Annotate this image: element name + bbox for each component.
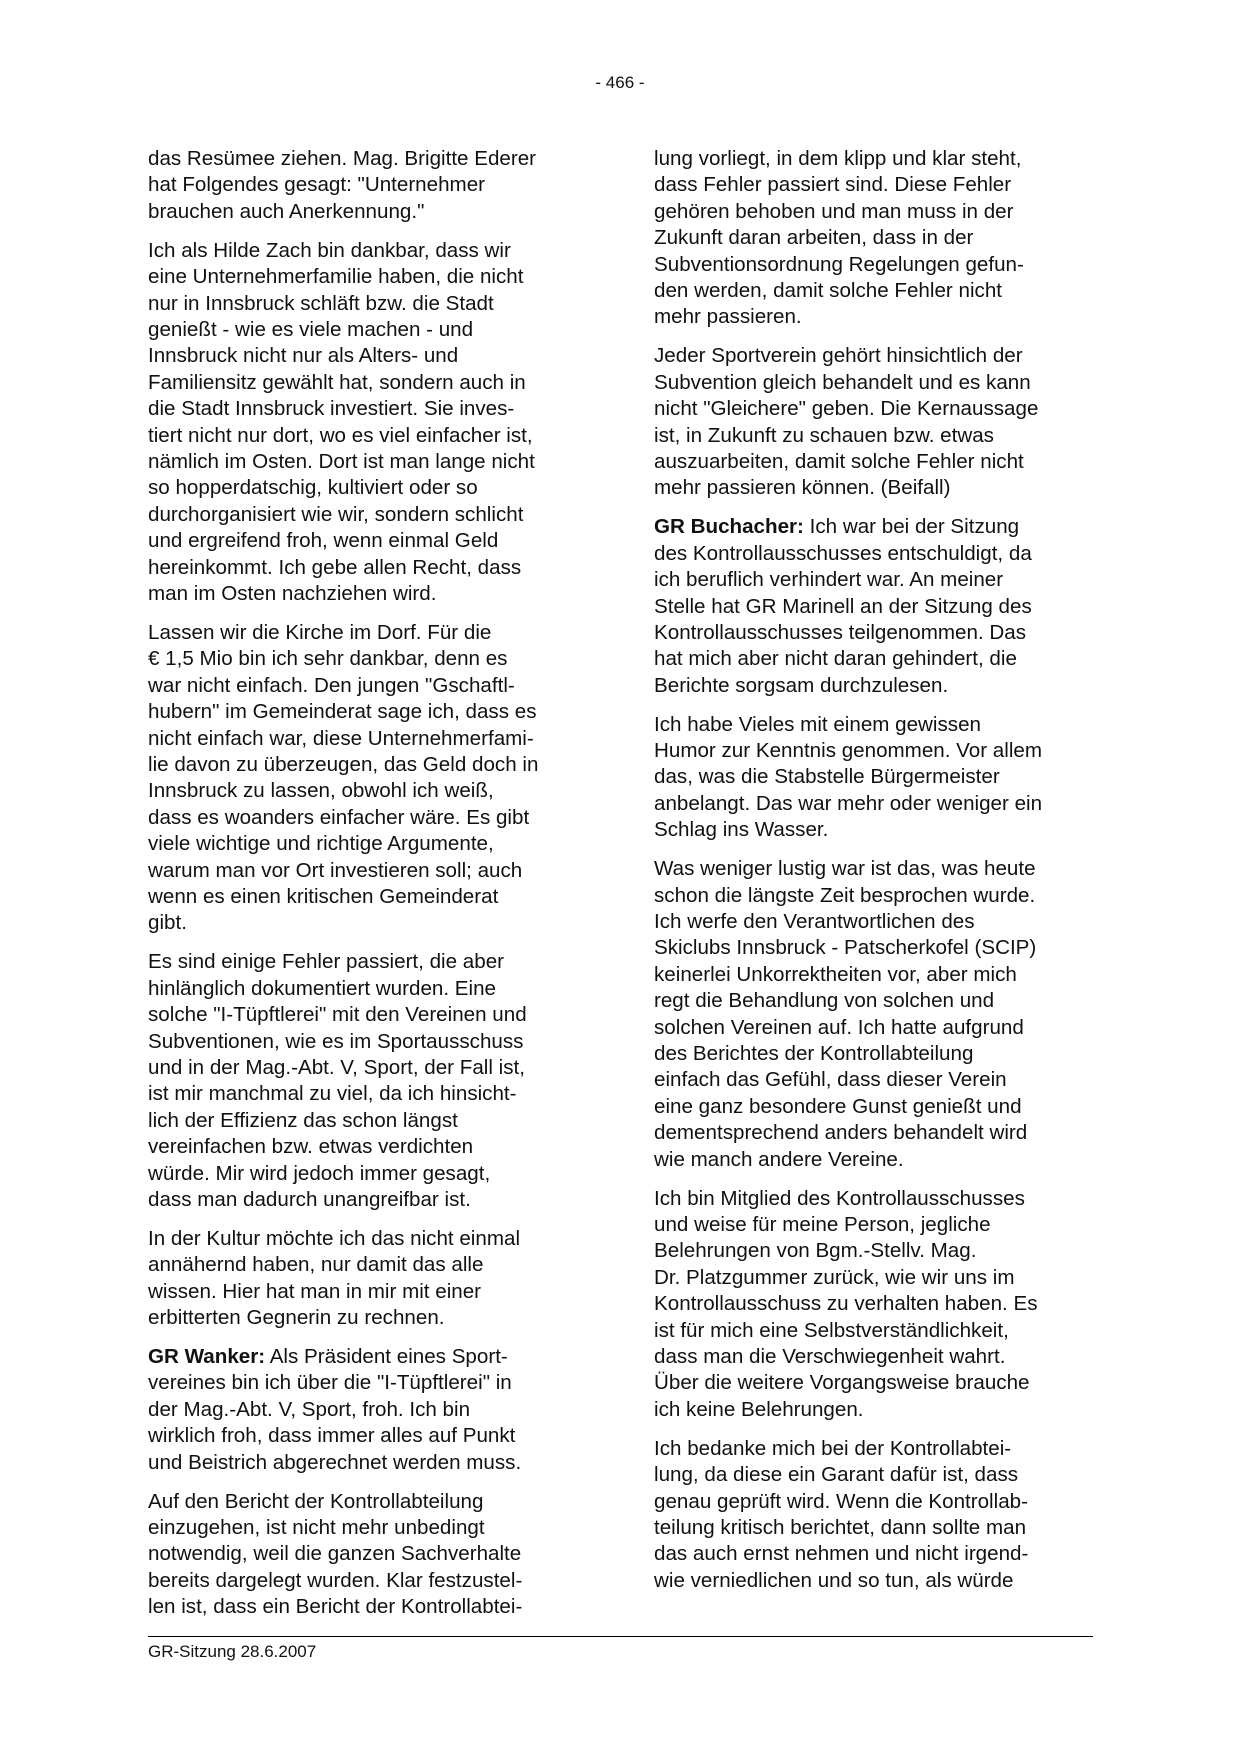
paragraph [148,949,588,1213]
text-line: Es sind einige Fehler passiert, die aber [148,950,505,974]
text-line: dementsprechend anders behandelt wird [654,1121,1028,1145]
text-line: nur in Innsbruck schläft bzw. die Stadt [148,291,494,315]
text-line: ich beruflich verhindert war. An meiner [654,568,1004,592]
paragraph [148,1344,588,1476]
text-line: einfach das Gefühl, dass dieser Verein [654,1068,1007,1092]
text-line: den werden, damit solche Fehler nicht [654,279,1002,303]
text-line: wissen. Hier hat man in mir mit einer [148,1279,482,1303]
paragraph [654,712,1094,844]
text-line: würde. Mir wird jedoch immer gesagt, [148,1161,491,1185]
footer-session-date: GR-Sitzung 28.6.2007 [148,1642,317,1661]
text-line: wenn es einen kritischen Gemeinderat [148,884,499,908]
text-line: man im Osten nachziehen wird. [148,582,437,605]
text-line: hat mich aber nicht daran gehindert, die [654,647,1017,671]
text-line: ist, in Zukunft zu schauen bzw. etwas [654,423,994,447]
text-line: Subventionen, wie es im Sportausschuss [148,1029,524,1053]
text-line: und ergreifend froh, wenn einmal Geld [148,529,499,553]
footer-divider [148,1636,1093,1637]
speaker-name: GR Buchacher: [654,515,804,539]
text-line: Belehrungen von Bgm.-Stellv. Mag. [654,1239,977,1263]
text-line: Subvention gleich behandelt und es kann [654,370,1031,394]
text-line: Dr. Platzgummer zurück, wie wir uns im [654,1265,1015,1289]
text-line: Innsbruck nicht nur als Alters- und [148,344,459,368]
text-line: len ist, dass ein Bericht der Kontrollabtei- [148,1595,523,1619]
text-line: genießt - wie es viele machen - und [148,317,474,341]
speaker-text: Ich war bei der Sitzung [803,515,1020,539]
page-number: - 466 - [595,73,645,92]
text-line: hinlänglich dokumentiert wurden. Eine [148,976,497,1000]
text-line: gehören behoben und man muss in der [654,199,1014,223]
speaker-text: Als Präsident eines Sport- [265,1344,508,1368]
text-line: teilung kritisch berichtet, dann sollte man [654,1515,1027,1539]
text-line: ist mir manchmal zu viel, da ich hinsicht- [148,1082,517,1106]
text-line: und weise für meine Person, jegliche [654,1212,991,1236]
text-line: das, was die Stabstelle Bürgermeister [654,765,1000,789]
paragraph [654,1436,1094,1594]
speaker-name: GR Wanker: [148,1344,266,1368]
text-line: Ich habe Vieles mit einem gewissen [654,712,982,736]
text-line: Berichte sorgsam durchzulesen. [654,673,949,697]
text-line: brauchen auch Anerkennung." [148,199,425,223]
text-line: wie verniedlichen und so tun, als würde [654,1568,1014,1592]
text-line: Familiensitz gewählt hat, sondern auch in [148,370,526,394]
text-line: bereits dargelegt wurden. Klar festzustel- [148,1568,523,1592]
text-line: Ich werfe den Verantwortlichen des [654,909,975,933]
text-line: Kontrollausschusses teilgenommen. Das [654,620,1027,644]
text-line: das auch ernst nehmen und nicht irgend- [654,1542,1029,1566]
paragraph [654,1186,1094,1424]
text-line: ist für mich eine Selbstverständlichkeit, [654,1318,1009,1342]
text-line: regt die Behandlung von solchen und [654,989,995,1013]
text-line: solche "I-Tüpftlerei" mit den Vereinen und [148,1003,527,1027]
text-line: keinerlei Unkorrektheiten vor, aber mich [654,962,1017,986]
paragraph [148,146,588,225]
text-line: annähernd haben, nur damit das alle [148,1253,484,1277]
text-line: Ich bedanke mich bei der Kontrollabtei- [654,1436,1012,1460]
text-line: lung, da diese ein Garant dafür ist, dass [654,1463,1019,1487]
text-line: vereines bin ich über die "I-Tüpftlerei" in [148,1371,512,1395]
text-line: lich der Effizienz das schon längst [148,1108,458,1132]
text-line: und Beistrich abgerechnet werden muss. [148,1450,522,1474]
text-line: Ich bin Mitglied des Kontrollausschusses [654,1186,1025,1210]
text-line: durchorganisiert wie wir, sondern schlicht [148,502,524,526]
right-column [654,146,1094,1607]
text-line: Lassen wir die Kirche im Dorf. Für die [148,620,492,644]
text-line: gibt. [148,911,187,935]
text-line: warum man vor Ort investieren soll; auch [148,858,523,882]
text-line: genau geprüft wird. Wenn die Kontrollab- [654,1489,1028,1513]
text-line: nicht einfach war, diese Unternehmerfami- [148,726,534,750]
text-line: des Berichtes der Kontrollabteilung [654,1042,974,1065]
text-line: war nicht einfach. Den jungen "Gschaftl- [148,673,515,697]
text-line [654,514,1094,540]
text-line: viele wichtige und richtige Argumente, [148,832,494,856]
paragraph [148,1226,588,1332]
text-line: dass man dadurch unangreifbar ist. [148,1187,471,1211]
text-line: Innsbruck zu lassen, obwohl ich weiß, [148,779,494,803]
text-line: mehr passieren. [654,305,802,329]
text-line: ich keine Belehrungen. [654,1397,864,1421]
text-line: einzugehen, ist nicht mehr unbedingt [148,1515,485,1539]
text-line: eine Unternehmerfamilie haben, die nicht [148,265,524,289]
text-line: vereinfachen bzw. etwas verdichten [148,1135,474,1159]
text-line: Zukunft daran arbeiten, dass in der [654,226,974,250]
text-line: mehr passieren können. (Beifall) [654,476,951,500]
text-line [148,1344,588,1370]
text-line: erbitterten Gegnerin zu rechnen. [148,1306,445,1330]
text-line: solchen Vereinen auf. Ich hatte aufgrund [654,1015,1024,1039]
text-line: Auf den Bericht der Kontrollabteilung [148,1489,484,1513]
text-line: so hopperdatschig, kultiviert oder so [148,476,478,500]
text-line: Subventionsordnung Regelungen gefun- [654,252,1024,276]
text-line: Ich als Hilde Zach bin dankbar, dass wir [148,238,511,262]
paragraph [148,620,588,937]
text-line: tiert nicht nur dort, wo es viel einfacher ist, [148,423,533,447]
text-line: dass Fehler passiert sind. Diese Fehler [654,173,1012,197]
text-line: In der Kultur möchte ich das nicht einmal [148,1226,521,1250]
text-line: und in der Mag.-Abt. V, Sport, der Fall ist, [148,1055,525,1079]
text-line: notwendig, weil die ganzen Sachverhalte [148,1542,522,1566]
text-line: lie davon zu überzeugen, das Geld doch in [148,752,539,776]
paragraph [654,856,1094,1173]
text-line: Skiclubs Innsbruck - Patscherkofel (SCIP) [654,936,1037,960]
text-line: anbelangt. Das war mehr oder weniger ein [654,791,1043,815]
text-line: nicht "Gleichere" geben. Die Kernaussage [654,397,1039,421]
text-line: dass es woanders einfacher wäre. Es gibt [148,805,530,829]
text-line: auszuarbeiten, damit solche Fehler nicht [654,449,1024,473]
paragraph [148,238,588,608]
paragraph [654,343,1094,501]
text-line: hereinkommt. Ich gebe allen Recht, dass [148,555,522,579]
text-line: wirklich froh, dass immer alles auf Punkt [148,1424,516,1448]
text-line: des Kontrollausschusses entschuldigt, da [654,541,1032,565]
text-line: schon die längste Zeit besprochen wurde. [654,883,1036,907]
text-line: Humor zur Kenntnis genommen. Vor allem [654,739,1043,763]
text-line: Stelle hat GR Marinell an der Sitzung des [654,594,1032,618]
left-column [148,146,588,1633]
text-line: lung vorliegt, in dem klipp und klar steht, [654,147,1022,170]
text-line: die Stadt Innsbruck investiert. Sie inves- [148,397,515,421]
text-line: Schlag ins Wasser. [654,818,829,842]
text-line: dass man die Verschwiegenheit wahrt. [654,1344,1006,1368]
text-line: Was weniger lustig war ist das, was heute [654,857,1036,881]
text-line: eine ganz besondere Gunst genießt und [654,1094,1022,1118]
text-line: Kontrollausschuss zu verhalten haben. Es [654,1292,1038,1316]
text-line: Jeder Sportverein gehört hinsichtlich der [654,344,1023,368]
text-line: € 1,5 Mio bin ich sehr dankbar, denn es [148,647,508,671]
text-line: hat Folgendes gesagt: "Unternehmer [148,173,486,197]
text-line: Über die weitere Vorgangsweise brauche [654,1371,1030,1395]
text-line: nämlich im Osten. Dort ist man lange nicht [148,449,535,473]
text-line: hubern" im Gemeinderat sage ich, dass es [148,700,537,724]
text-line: der Mag.-Abt. V, Sport, froh. Ich bin [148,1397,471,1421]
paragraph [654,146,1094,331]
paragraph [148,1489,588,1621]
text-line: das Resümee ziehen. Mag. Brigitte Ederer [148,147,537,170]
text-line: wie manch andere Vereine. [654,1147,904,1171]
paragraph [654,514,1094,699]
